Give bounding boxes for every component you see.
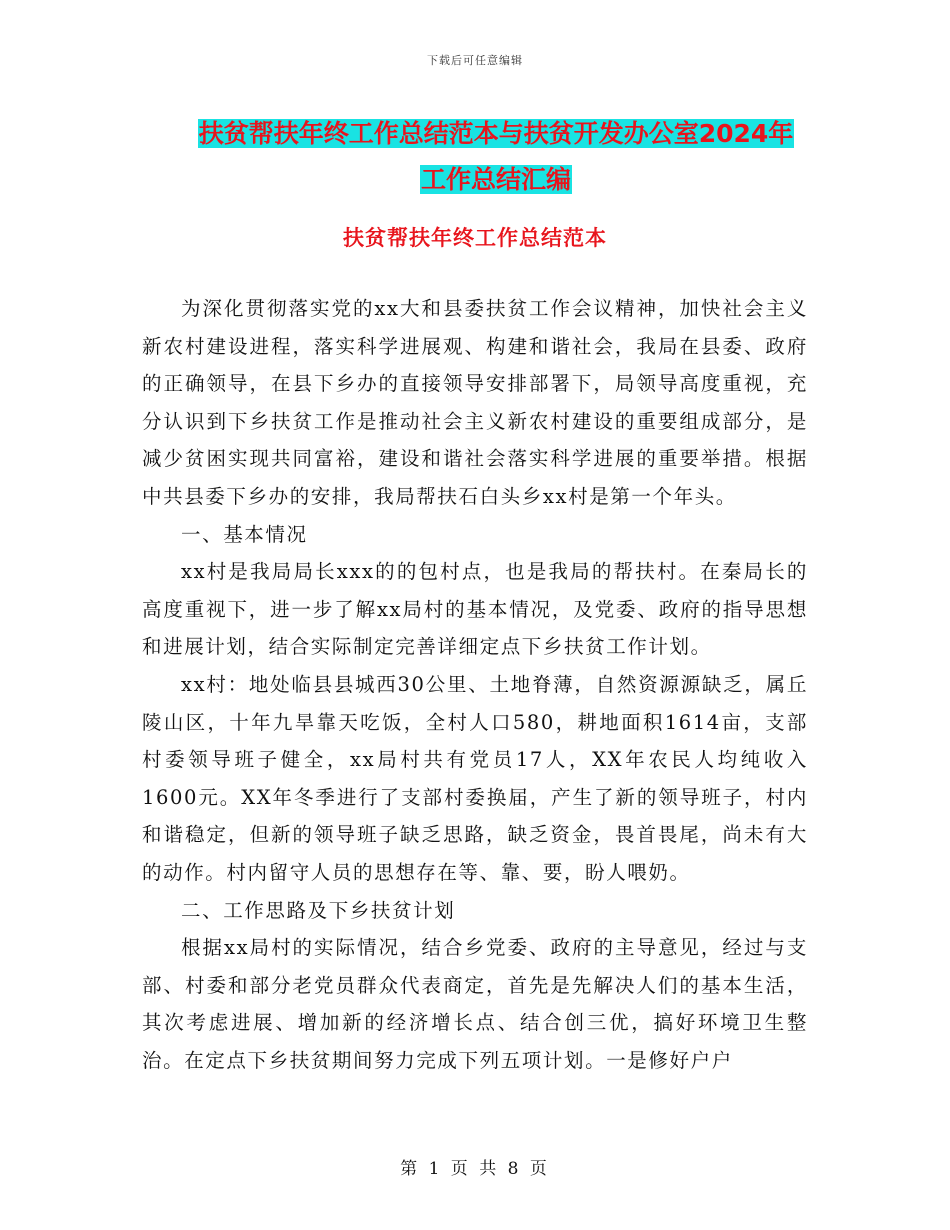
body-paragraph: 根据xx局村的实际情况，结合乡党委、政府的主导意见，经过与支部、村委和部分老党员群众代表商定，首先是先解决人们的基本生活，其次考虑进展、增加新的经济增长点、结合创三优，搞好环境卫生整治。在定点下乡扶贫期间努力完成下列五项计划。一是修好户户 [142, 936, 808, 1072]
document-body [142, 290, 808, 1079]
page-header-note: 下载后可任意编辑 [427, 54, 523, 67]
body-paragraph: xx村是我局局长xxx的的包村点，也是我局的帮扶村。在秦局长的高度重视下，进一步了解xx局村的基本情况，及党委、政府的指导思想和进展计划，结合实际制定完善详细定点下乡扶贫工作计划。 [142, 560, 808, 659]
body-paragraph: xx村：地处临县县城西30公里、土地脊薄，自然资源源缺乏，属丘陵山区，十年九旱靠天吃饭，全村人口580，耕地面积1614亩，支部村委领导班子健全，xx局村共有党员17人，XX年农民人均纯收入1600元。XX年冬季进行了支部村委换届，产生了新的领导班子，村内和谐稳定，但新的领导班子缺乏思路，缺乏资金，畏首畏尾，尚未有大的动作。村内留守人员的思想存在等、靠、要，盼人喂奶。 [142, 672, 808, 884]
section-title: 扶贫帮扶年终工作总结范本 [343, 226, 607, 250]
page-number-footer: 第 1 页 共 8 页 [400, 1159, 550, 1179]
document-title [140, 111, 852, 203]
document-title-line-1: 扶贫帮扶年终工作总结范本与扶贫开发办公室2024年 [198, 119, 794, 148]
section-heading-basic-situation: 一、基本情况 [181, 522, 308, 546]
section-heading-work-plan: 二、工作思路及下乡扶贫计划 [181, 898, 456, 922]
body-paragraph: 为深化贯彻落实党的xx大和县委扶贫工作会议精神，加快社会主义新农村建设进程，落实科学进展观、构建和谐社会，我局在县委、政府的正确领导，在县下乡办的直接领导安排部署下，局领导高度重视，充分认识到下乡扶贫工作是推动社会主义新农村建设的重要组成部分，是减少贫困实现共同富裕，建设和谐社会落实科学进展的重要举措。根据中共县委下乡办的安排，我局帮扶石白头乡xx村是第一个年头。 [142, 297, 808, 508]
document-title-line-2: 工作总结汇编 [420, 165, 571, 194]
